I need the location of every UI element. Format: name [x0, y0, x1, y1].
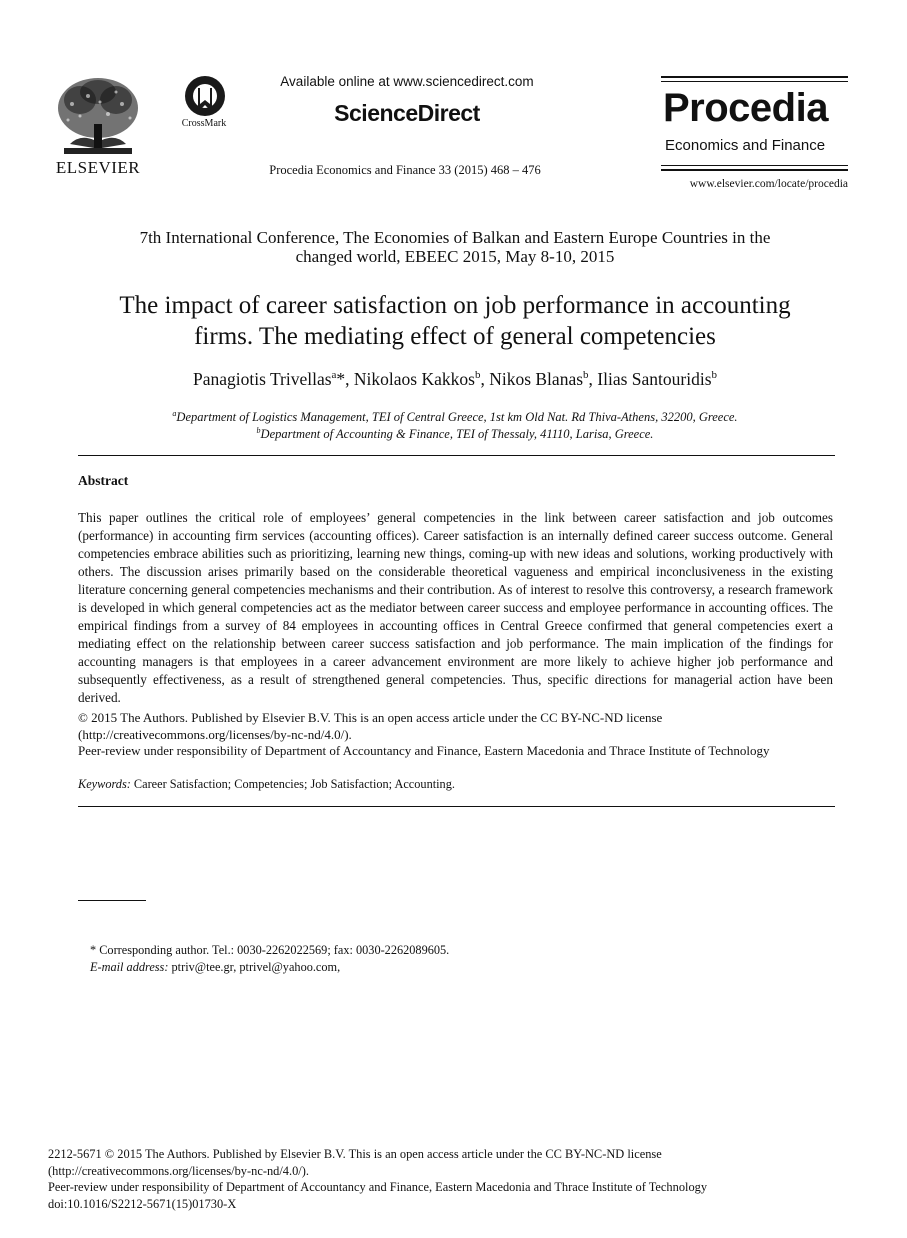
abstract-body: This paper outlines the critical role of employees’ general competencies in the link between career satisfaction and job outcomes (performance) in accounting firm services (accounting offices). Career satisfaction is an internally defined career success outcome. General competencies embrace abilities such as prioritizing, learning new things, coming-up with new ideas and solutions, working productively with others. The discussion arises primarily based on the considerable theoretical vagueness and empirical inconclusiveness in the existing literature concerning general competencies mechanisms and their contribution. As of interest to resolve this controversy, a research framework is developed in which general competencies act as the mediator between career success and employee performance in accounting offices. The empirical findings from a survey of 84 employees in accounting offices in Central Greece confirmed that general competencies exert a mediating effect on the relationship between career success satisfaction and job performance. The main implication of the findings for accounting managers is that employees in a career advancement environment are more likely to achieve higher job performance and subsequently effectiveness, as a result of strengthened general competencies. Thus, specific directions for managerial action have been derived. — [78, 510, 833, 705]
conference-line-2: changed world, EBEEC 2015, May 8-10, 2015 — [295, 247, 615, 266]
keywords-label: Keywords: — [78, 777, 131, 791]
sciencedirect-wordmark[interactable]: ScienceDirect — [334, 100, 480, 126]
procedia-subtitle: Economics and Finance — [665, 137, 826, 154]
abstract-bottom-rule — [78, 806, 835, 807]
corresponding-author-note: * Corresponding author. Tel.: 0030-2262022569; fax: 0030-2262089605. — [90, 943, 450, 957]
author-name: Nikolaos Kakkos — [353, 369, 475, 389]
email-address[interactable]: ptriv@tee.gr, ptrivel@yahoo.com, — [171, 960, 341, 974]
conference-line-1: 7th International Conference, The Economies of Balkan and Eastern Europe Countries in the — [139, 228, 771, 247]
author-name: Panagiotis Trivellas — [192, 369, 332, 389]
affiliation-text: Department of Logistics Management, TEI of Central Greece, 1st km Old Nat. Rd Thiva-Athens, 32200, Greece. — [176, 410, 738, 425]
procedia-top-rule-thin — [661, 81, 848, 82]
bottom-license-link[interactable]: (http://creativecommons.org/licenses/by-nc-nd/4.0/). — [48, 1163, 309, 1178]
author-list: Panagiotis Trivellas$^a$*, Nikolaos Kakkos$^b$, Nikos Blanas$^b$, Ilias Santouridis$^b$ — [192, 369, 718, 389]
abstract-heading: Abstract — [78, 473, 129, 488]
paper-title-line-1: The impact of career satisfaction on job performance in accounting — [119, 292, 791, 319]
affiliation-mark: a — [172, 409, 177, 418]
available-online-text: Available online at www.sciencedirect.com — [280, 74, 534, 89]
procedia-top-rule — [661, 76, 848, 78]
keywords — [78, 777, 838, 792]
license-block — [78, 710, 838, 760]
affiliation-mark: b — [256, 426, 261, 435]
author-name: Nikos Blanas — [489, 369, 584, 389]
abstract-top-rule — [78, 455, 835, 456]
bottom-copyright-block — [48, 1146, 868, 1212]
author-name: Ilias Santouridis — [597, 369, 712, 389]
paper-title-line-2: firms. The mediating effect of general competencies — [194, 323, 716, 350]
affiliation-b — [40, 426, 870, 442]
procedia-bottom-rule-thick — [661, 169, 848, 171]
doi-link[interactable]: doi:10.1016/S2212-5671(15)01730-X — [48, 1196, 237, 1211]
email-label: E-mail address: — [90, 960, 169, 974]
paper-title — [40, 290, 870, 352]
author-affil-mark: a — [331, 369, 337, 382]
journal-reference: Procedia Economics and Finance 33 (2015) 468 – 476 — [269, 163, 541, 177]
procedia-url-link[interactable]: www.elsevier.com/locate/procedia — [689, 178, 848, 190]
keywords-text: Career Satisfaction; Competencies; Job Satisfaction; Accounting. — [133, 777, 455, 791]
affiliation-text: Department of Accounting & Finance, TEI of Thessaly, 41110, Larisa, Greece. — [260, 427, 654, 442]
corresponding-mark: * — [336, 369, 346, 389]
peer-review-text: Peer-review under responsibility of Department of Accountancy and Finance, Eastern Macedonia and Thrace Institute of Technology — [78, 743, 770, 758]
author-affil-mark: b — [711, 369, 718, 382]
bottom-peer-review: Peer-review under responsibility of Department of Accountancy and Finance, Eastern Macedonia and Thrace Institute of Technology — [48, 1180, 708, 1194]
affiliation-a — [40, 409, 870, 425]
license-link[interactable]: (http://creativecommons.org/licenses/by-nc-nd/4.0/). — [78, 726, 352, 742]
author-affil-mark: b — [474, 369, 481, 382]
conference-name — [60, 228, 850, 266]
email-note — [90, 960, 340, 975]
footnote-separator — [78, 900, 146, 901]
procedia-bottom-rule — [661, 165, 848, 166]
procedia-wordmark: Procedia — [663, 86, 828, 130]
author-affil-mark: b — [583, 369, 589, 382]
license-line-1: © 2015 The Authors. Published by Elsevier B.V. This is an open access article under the CC BY-NC-ND license — [78, 710, 663, 725]
crossmark-label: CrossMark — [181, 118, 227, 129]
elsevier-wordmark: ELSEVIER — [55, 158, 141, 177]
bottom-copyright-line: 2212-5671 © 2015 The Authors. Published by Elsevier B.V. This is an open access article under the CC BY-NC-ND license — [48, 1147, 662, 1161]
